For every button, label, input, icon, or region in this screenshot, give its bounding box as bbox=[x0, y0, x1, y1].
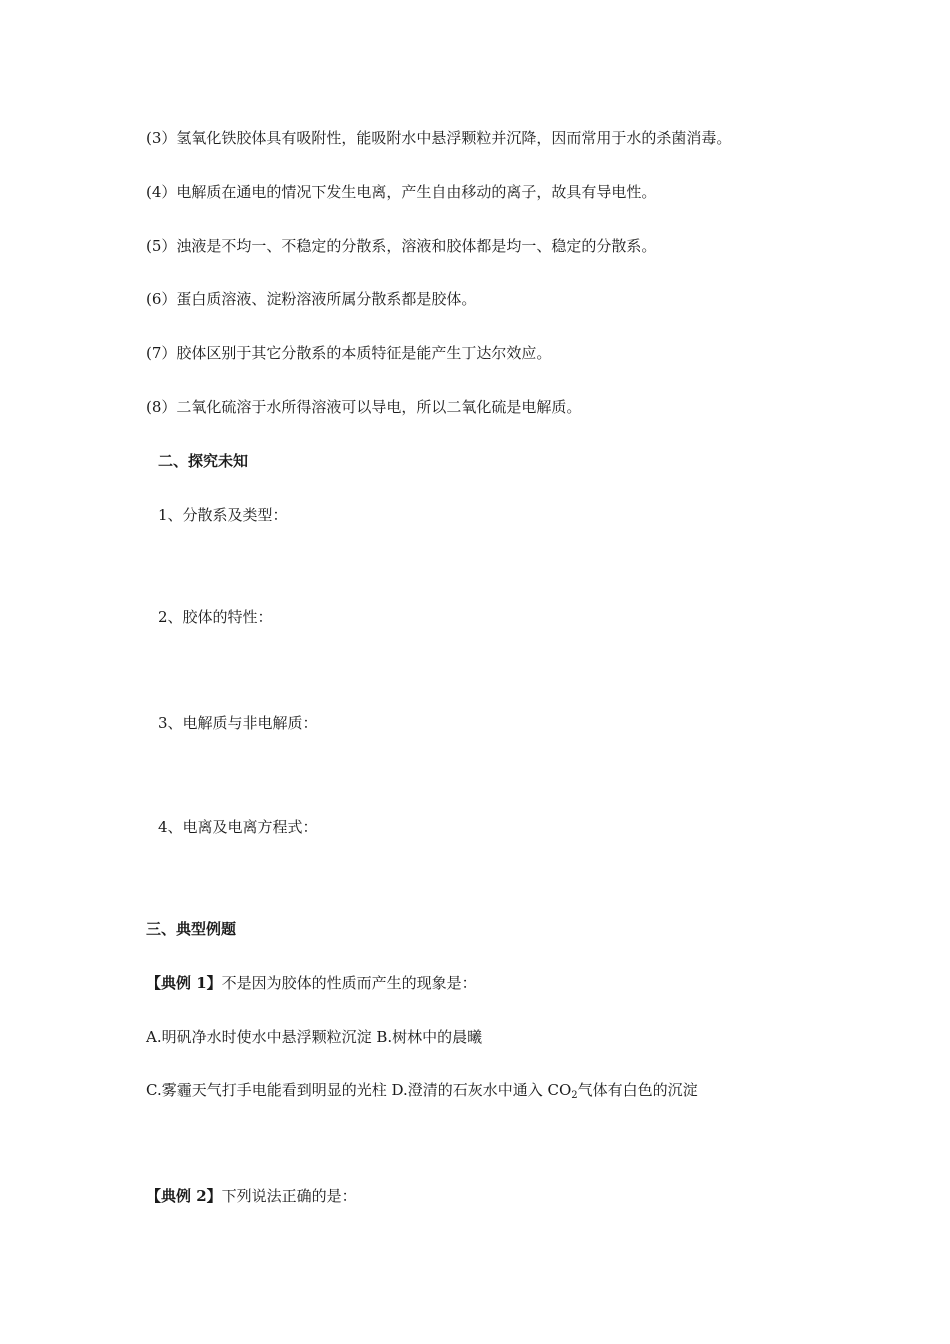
example1 bbox=[146, 973, 477, 993]
statement-8: (8）二氧化硫溶于水所得溶液可以导电，所以二氧化硫是电解质。 bbox=[146, 398, 582, 416]
section2-item-1: 1、分散系及类型： bbox=[158, 506, 288, 524]
section2-item-3: 3、电解质与非电解质： bbox=[158, 714, 318, 732]
section2-heading: 二、探究未知 bbox=[158, 452, 249, 470]
statement-5: (5）浊液是不均一、不稳定的分散系，溶液和胶体都是均一、稳定的分散系。 bbox=[146, 237, 657, 255]
statement-4: (4）电解质在通电的情况下发生电离，产生自由移动的离子，故具有导电性。 bbox=[146, 183, 657, 201]
example1-options-cd bbox=[146, 1080, 698, 1100]
section3-heading: 三、典型例题 bbox=[146, 920, 237, 938]
example1-options-ab: A.明矾净水时使水中悬浮颗粒沉淀 B.树林中的晨曦 bbox=[146, 1028, 483, 1046]
example1-question: 不是因为胶体的性质而产生的现象是： bbox=[221, 974, 477, 992]
example2-label: 【典例 2】 bbox=[146, 1187, 222, 1205]
options-cd-text-end: 气体有白色的沉淀 bbox=[577, 1081, 698, 1099]
example2-question: 下列说法正确的是： bbox=[221, 1187, 357, 1205]
options-cd-text: C.雾霾天气打手电能看到明显的光柱 D.澄清的石灰水中通入 CO bbox=[146, 1081, 572, 1099]
example2 bbox=[146, 1186, 357, 1206]
statement-3: (3）氢氧化铁胶体具有吸附性，能吸附水中悬浮颗粒并沉降，因而常用于水的杀菌消毒。 bbox=[146, 129, 732, 147]
section2-item-4: 4、电离及电离方程式： bbox=[158, 818, 318, 836]
section2-item-2: 2、胶体的特性： bbox=[158, 608, 273, 626]
statement-7: (7）胶体区别于其它分散系的本质特征是能产生丁达尔效应。 bbox=[146, 344, 552, 362]
example1-label: 【典例 1】 bbox=[146, 974, 222, 992]
co2-subscript: 2 bbox=[571, 1090, 578, 1101]
statement-6: (6）蛋白质溶液、淀粉溶液所属分散系都是胶体。 bbox=[146, 290, 477, 308]
